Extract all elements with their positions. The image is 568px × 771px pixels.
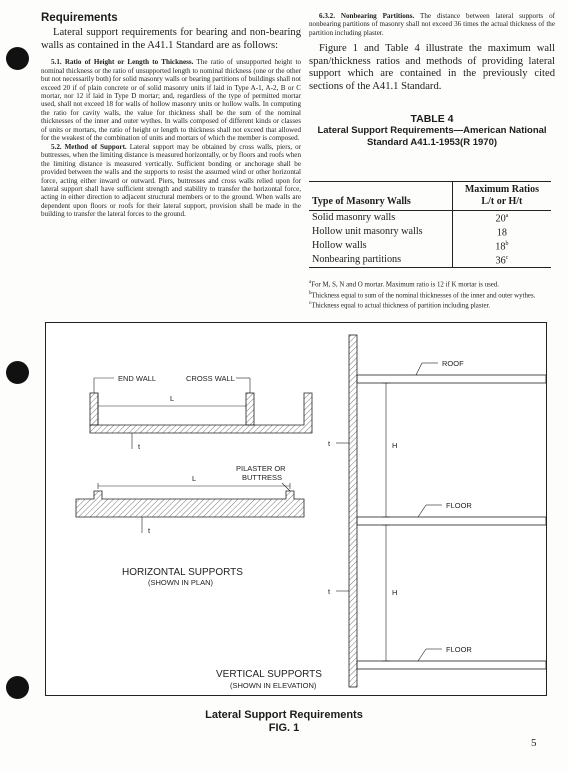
table-cell-type: Hollow walls (309, 239, 452, 253)
footnote-c: $^c$Thickness equal to actual thickness of partition including plaster. (309, 301, 491, 310)
roof-label (416, 359, 464, 375)
svg-text:H: H (392, 441, 398, 450)
svg-text:FLOOR: FLOOR (446, 645, 472, 654)
figure-drawing (46, 323, 546, 695)
horizontal-supports-title: HORIZONTAL SUPPORTS (122, 567, 243, 578)
svg-text:L: L (192, 474, 197, 483)
figure-1 (45, 322, 547, 696)
table-cell-ratio: 18$^b$ (495, 240, 509, 253)
section-5-2-title: 5.2. Method of Support. (51, 142, 127, 151)
pilaster-label (236, 464, 290, 491)
section-6-3-2-title: 6.3.2. Nonbearing Partitions. (319, 12, 415, 20)
upper-floor-label (418, 501, 472, 517)
svg-text:ROOF: ROOF (442, 359, 464, 368)
svg-text:CROSS WALL: CROSS WALL (186, 374, 235, 383)
section-5-1-text: The ratio of unsupported height to nominal thickness or the ratio of unsupported length to nominal thickness (one or the other but not necessarily both) for solid masonry walls or bearing partitions of buildings shall not exceed 20 if of plain concrete or of solid masonry units if laid in Type A-1, A-2, B or C mortar, nor 12 if laid in Type D mortar; and, regardless of the type of permitted mortar used, shall not exceed 18 for walls of hollow masonry units or hollow walls. In computing the ratio for cavity walls, the value for thickness shall be the sum of the nominal thicknesses of the inner and outer wythes. In walls composed of different kinds or classes of units or mortars, the ratio of height or length to thickness shall not exceed that allowed for the weakest of the combination of units and mortars of which the member is composed. (41, 58, 301, 143)
svg-text:t: t (138, 442, 141, 451)
horizontal-supports-subtitle: (SHOWN IN PLAN) (148, 578, 214, 587)
svg-text:END WALL: END WALL (118, 374, 157, 383)
table-title-line1: Lateral Support Requirements—American National (317, 124, 547, 136)
caption-fig-number: FIG. 1 (268, 722, 300, 734)
table-row (309, 211, 551, 225)
table-header-ratio-line2: L/t or H/t (481, 196, 523, 207)
elevation-wall (349, 335, 357, 687)
lower-floor-slab (357, 661, 546, 669)
upper-floor-slab (357, 517, 546, 525)
intro-paragraph: Lateral support requirements for bearing and non-bearing walls as contained in the A41.1 Standard are as follows: (41, 27, 301, 51)
dimension-H-upper (328, 383, 397, 517)
table-header-ratio-line1: Maximum Ratios (464, 184, 539, 195)
section-6-3-2 (309, 12, 555, 37)
table-cell-type: Hollow unit masonry walls (309, 225, 452, 239)
section-5-2 (41, 143, 301, 219)
table-number: TABLE 4 (410, 112, 454, 125)
table-footnotes (309, 279, 559, 311)
page-number: 5 (531, 737, 537, 749)
dimension-H-lower (328, 525, 397, 661)
table-row (309, 239, 551, 253)
table-row (309, 225, 551, 239)
table-cell-type: Nonbearing partitions (309, 253, 452, 267)
section-heading: Requirements (41, 12, 118, 24)
section-6-3-2-text: The distance between lateral supports of nonbearing partitions of masonry shall not exceed 36 times the actual thickness of the partition including plaster. (309, 12, 555, 37)
table-cell-type: Solid masonry walls (309, 211, 452, 225)
table-title-line2: Standard A41.1-1953(R 1970) (366, 136, 498, 148)
dimension-t-top (132, 433, 141, 451)
svg-text:PILASTER OR: PILASTER OR (236, 464, 286, 473)
cross-wall-label (186, 374, 250, 393)
figure-reference-paragraph: Figure 1 and Table 4 illustrate the maximum wall span/thickness ratios and methods of providing lateral support which are contained in the previously cited sections of the A41.1 Standard. (309, 43, 555, 92)
svg-text:t: t (148, 526, 151, 535)
table-header-ratio (452, 182, 551, 211)
svg-text:BUTTRESS: BUTTRESS (242, 473, 283, 482)
vertical-supports-subtitle: (SHOWN IN ELEVATION) (230, 681, 317, 690)
dimension-t-bottom (142, 517, 151, 535)
svg-text:L: L (170, 394, 175, 403)
roof-slab (357, 375, 546, 383)
binder-hole-top (6, 47, 29, 70)
table-header-row (309, 182, 551, 211)
footnote-a: $^a$For M, S, N and O mortar. Maximum ratio is 12 if K mortar is used. (309, 280, 499, 289)
left-column (41, 12, 301, 219)
right-column (309, 12, 555, 149)
binder-hole-bottom (6, 676, 29, 699)
table-row (309, 253, 551, 267)
svg-text:t: t (328, 439, 331, 448)
end-wall-label (94, 374, 156, 393)
lower-floor-label (418, 645, 472, 661)
section-5-1 (41, 58, 301, 143)
dimension-L-top (98, 394, 246, 409)
plan-end-cross-wall (90, 393, 312, 433)
svg-text:FLOOR: FLOOR (446, 501, 472, 510)
table-title (309, 113, 555, 149)
caption-title: Lateral Support Requirements (205, 709, 363, 721)
lateral-support-table (309, 181, 551, 268)
figure-caption (0, 709, 568, 735)
svg-text:H: H (392, 588, 398, 597)
table-cell-ratio: 20$^a$ (495, 213, 509, 225)
svg-text:t: t (328, 587, 331, 596)
section-5-2-text: Lateral support may be obtained by cross walls, piers, or buttresses, when the limiting distance is measured horizontally, or by floors and roofs when the limiting distance is measured vertically. Sufficient bonding or anchorage shall be provided between the walls and the supports to resist the assumed wind or other horizontal force, acting either inward or outward. Piers, buttresses and cross walls relied upon for lateral support shall have sufficient strength and stability to transfer the horizontal force, acting in either direction to adjacent structural members or to the ground. When walls are dependent upon floors or roofs for their lateral support, provision shall be made in the building to transfer the lateral forces to the ground. (41, 142, 301, 219)
footnote-b: $^b$Thickness equal to sum of the nominal thicknesses of the inner and outer wythes. (309, 290, 536, 299)
plan-pilaster-wall (76, 491, 304, 517)
table-header-type: Type of Masonry Walls (309, 182, 452, 211)
table-cell-ratio: 18 (496, 227, 507, 239)
table-cell-ratio: 36$^c$ (452, 253, 551, 267)
vertical-supports-title: VERTICAL SUPPORTS (216, 669, 322, 680)
section-5-1-title: 5.1. Ratio of Height or Length to Thickness. (51, 58, 194, 67)
binder-hole-middle (6, 361, 29, 384)
